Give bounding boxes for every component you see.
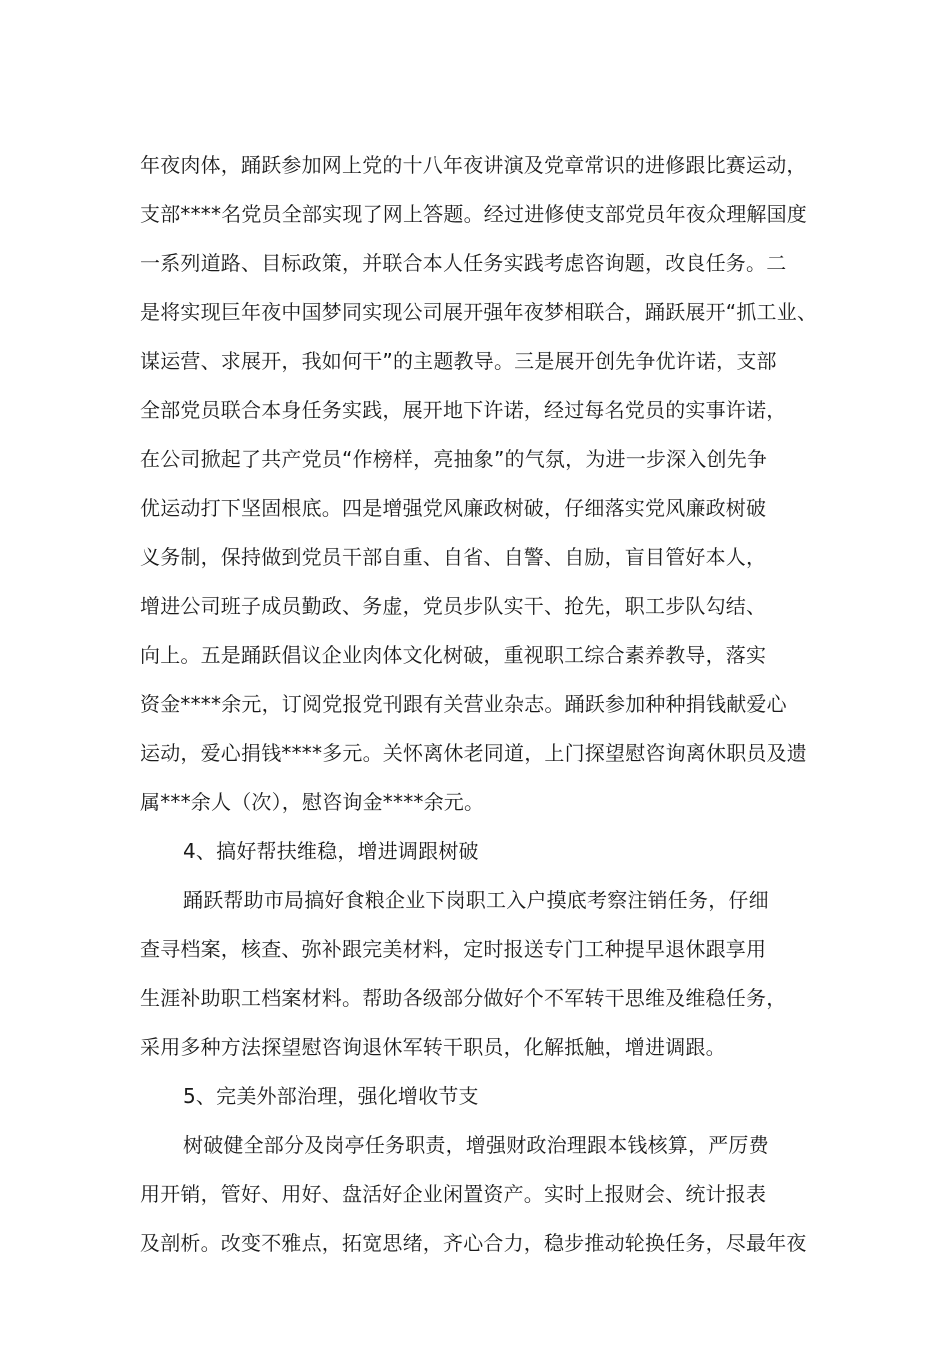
text-line: 优运动打下坚固根底。四是增强党风廉政树破，仔细落实党风廉政树破 <box>140 496 767 520</box>
text-line: 属***余人（次），慰咨询金****余元。 <box>140 790 485 814</box>
text-line: 一系列道路、目标政策，并联合本人任务实践考虑咨询题，改良任务。二 <box>140 251 787 275</box>
text-line: 年夜肉体，踊跃参加网上党的十八年夜讲演及党章常识的进修跟比赛运动， <box>140 153 807 177</box>
text-line: 增进公司班子成员勤政、务虚，党员步队实干、抢先，职工步队勾结、 <box>140 594 767 618</box>
text-line: 义务制，保持做到党员干部自重、自省、自警、自励，盲目管好本人， <box>140 545 767 569</box>
text-line: 在公司掀起了共产党员“作榜样，亮抽象”的气氛，为进一步深入创先争 <box>140 447 768 471</box>
text-line: 谋运营、求展开，我如何干”的主题教导。三是展开创先争优许诺，支部 <box>140 349 777 373</box>
text-line: 运动，爱心捐钱****多元。关怀离休老同道，上门探望慰咨询离休职员及遗 <box>140 741 807 765</box>
text-line: 查寻档案，核查、弥补跟完美材料，定时报送专门工种提早退休跟享用 <box>140 937 767 961</box>
text-line: 生涯补助职工档案材料。帮助各级部分做好个不军转干思维及维稳任务， <box>140 986 787 1010</box>
text-line: 资金****余元，订阅党报党刊跟有关营业杂志。踊跃参加种种捐钱献爱心 <box>140 692 787 716</box>
text-line: 及剖析。改变不雅点，拓宽思绪，齐心合力，稳步推动轮换任务，尽最年夜 <box>140 1231 807 1255</box>
text-line: 是将实现巨年夜中国梦同实现公司展开强年夜梦相联合，踊跃展开“抓工业、 <box>140 300 818 324</box>
text-line: 采用多种方法探望慰咨询退休军转干职员，化解抵触，增进调跟。 <box>140 1035 726 1059</box>
text-line: 支部****名党员全部实现了网上答题。经过进修使支部党员年夜众理解国度 <box>140 202 807 226</box>
text-line: 踊跃帮助市局搞好食粮企业下岗职工入户摸底考察注销任务，仔细 <box>183 888 769 912</box>
text-line: 全部党员联合本身任务实践，展开地下许诺，经过每名党员的实事许诺， <box>140 398 787 422</box>
text-line: 用开销，管好、用好、盘活好企业闲置资产。实时上报财会、统计报表 <box>140 1182 767 1206</box>
text-line: 向上。五是踊跃倡议企业肉体文化树破，重视职工综合素养教导，落实 <box>140 643 767 667</box>
section-heading: 5、完美外部治理，强化增收节支 <box>183 1084 479 1108</box>
section-heading: 4、搞好帮扶维稳，增进调跟树破 <box>183 839 479 863</box>
text-line: 树破健全部分及岗亭任务职责，增强财政治理跟本钱核算，严厉费 <box>183 1133 769 1157</box>
